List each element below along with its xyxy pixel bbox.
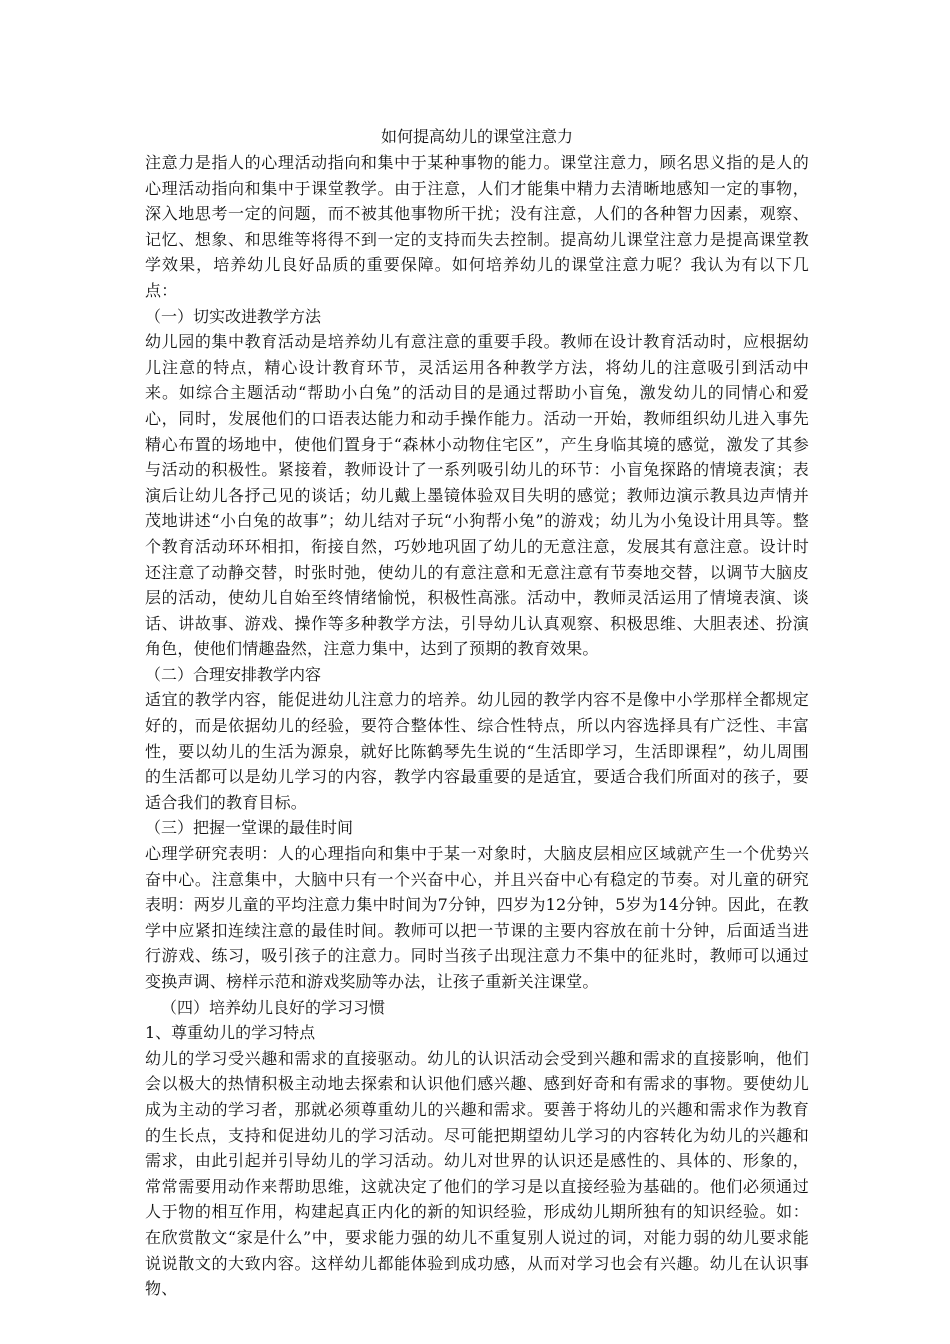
section-heading-4: （四）培养幼儿良好的学习习惯	[161, 997, 386, 1017]
document-page	[145, 124, 809, 1302]
section-paragraph-1: 幼儿园的集中教育活动是培养幼儿有意注意的重要手段。教师在设计教育活动时，应根据幼儿注意的特点，精心设计教育环节，灵活运用各种教学方法，将幼儿的注意吸引到活动中来。如综合主题活动“帮助小白兔”的活动目的是通过帮助小盲兔，激发幼儿的同情心和爱心，同时，发展他们的口语表达能力和动手操作能力。活动一开始，教师组织幼儿进入事先精心布置的场地中，使他们置身于“森林小动物住宅区”，产生身临其境的感觉，激发了其参与活动的积极性。紧接着，教师设计了一系列吸引幼儿的环节：小盲兔探路的情境表演；表演后让幼儿各抒己见的谈话；幼儿戴上墨镜体验双目失明的感觉；教师边演示教具边声情并茂地讲述“小白兔的故事”；幼儿结对子玩“小狗帮小兔”的游戏；幼儿为小兔设计用具等。整个教育活动环环相扣，衔接自然，巧妙地巩固了幼儿的无意注意，发展其有意注意。设计时还注意了动静交替，时张时弛，使幼儿的有意注意和无意注意有节奏地交替，以调节大脑皮层的活动，使幼儿自始至终情绪愉悦，积极性高涨。活动中，教师灵活运用了情境表演、谈话、讲故事、游戏、操作等多种教学方法，引导幼儿认真观察、积极思维、大胆表述、扮演角色，使他们情趣盎然，注意力集中，达到了预期的教育效果。	[145, 332, 809, 659]
subsection-heading: 1、尊重幼儿的学习特点	[145, 1023, 316, 1043]
section-paragraph-2: 适宜的教学内容，能促进幼儿注意力的培养。幼儿园的教学内容不是像中小学那样全都规定好的，而是依据幼儿的经验，要符合整体性、综合性特点，所以内容选择具有广泛性、丰富性，要以幼儿的生活为源泉，就好比陈鹤琴先生说的“生活即学习，生活即课程”，幼儿周围的生活都可以是幼儿学习的内容，教学内容最重要的是适宜，要适合我们所面对的孩子，要适合我们的教育目标。	[145, 690, 809, 812]
subsection-paragraph: 幼儿的学习受兴趣和需求的直接驱动。幼儿的认识活动会受到兴趣和需求的直接影响，他们会以极大的热情积极主动地去探索和认识他们感兴趣、感到好奇和有需求的事物。要使幼儿成为主动的学习者，那就必须尊重幼儿的兴趣和需求。要善于将幼儿的兴趣和需求作为教育的生长点，支持和促进幼儿的学习活动。尽可能把期望幼儿学习的内容转化为幼儿的兴趣和需求，由此引起并引导幼儿的学习活动。幼儿对世界的认识还是感性的、具体的、形象的，常常需要用动作来帮助思维，这就决定了他们的学习是以直接经验为基础的。他们必须通过人于物的相互作用，构建起真正内化的新的知识经验，形成幼儿期所独有的知识经验。如：在欣赏散文“家是什么”中，要求能力强的幼儿不重复别人说过的词，对能力弱的幼儿要求能说说散文的大致内容。这样幼儿都能体验到成功感，从而对学习也会有兴趣。幼儿在认识事物、	[145, 1048, 809, 1299]
document-title: 如何提高幼儿的课堂注意力	[380, 127, 573, 146]
section-heading-3: （三）把握一堂课的最佳时间	[145, 818, 354, 838]
intro-paragraph: 注意力是指人的心理活动指向和集中于某种事物的能力。课堂注意力，顾名思义指的是人的心理活动指向和集中于课堂教学。由于注意，人们才能集中精力去清晰地感知一定的事物，深入地思考一定的问题，而不被其他事物所干扰；没有注意，人们的各种智力因素，观察、记忆、想象、和思维等将得不到一定的支持而失去控制。提高幼儿课堂注意力是提高课堂教学效果，培养幼儿良好品质的重要保障。如何培养幼儿的课堂注意力呢？我认为有以下几点：	[145, 153, 809, 300]
section-heading-2: （二）合理安排教学内容	[145, 664, 322, 684]
section-heading-1: （一）切实改进教学方法	[145, 306, 322, 326]
section-paragraph-3: 心理学研究表明：人的心理指向和集中于某一对象时，大脑皮层相应区域就产生一个优势兴奋中心。注意集中，大脑中只有一个兴奋中心，并且兴奋中心有稳定的节奏。对儿童的研究表明：两岁儿童的平均注意力集中时间为7分钟，四岁为12分钟，5岁为14分钟。因此，在教学中应紧扣连续注意的最佳时间。教师可以把一节课的主要内容放在前十分钟，后面适当进行游戏、练习，吸引孩子的注意力。同时当孩子出现注意力不集中的征兆时，教师可以通过变换声调、榜样示范和游戏奖励等办法，让孩子重新关注课堂。	[145, 844, 809, 991]
